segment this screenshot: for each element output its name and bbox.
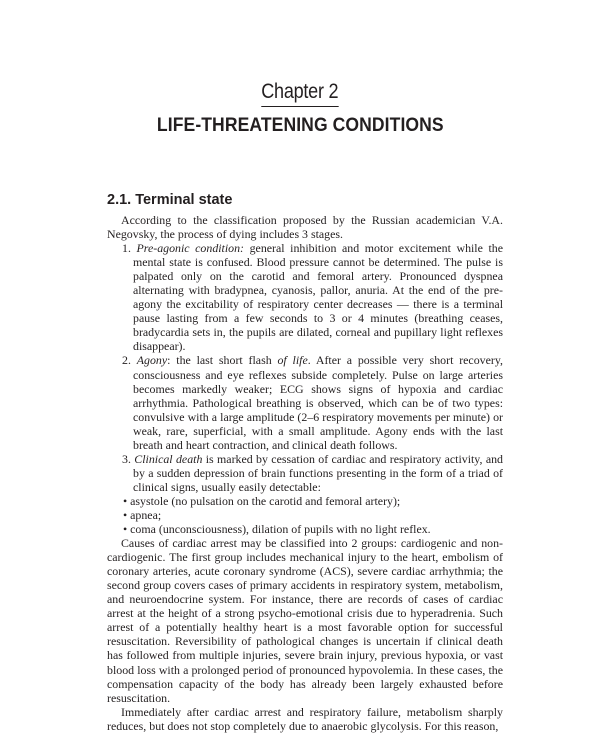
chapter-number: Chapter 2 xyxy=(0,80,600,107)
chapter-title: LIFE-THREATENING CONDITIONS xyxy=(156,114,444,136)
stage-item-pre-agonic: 1. Pre-agonic condition: general inhibition and motor excitement while the mental state is confused. Blood pressure cannot be determined. The pulse is palpated only on the carotid and femoral artery. Pronounced dyspnea alternating with bradypnea, cyanosis, pallor, anuria. At the end of the pre-agony the excitability of respiratory center decreases — there is a terminal pause lasting from a few seconds to 3 or 4 minutes (breathing ceases, bradycardia sets in, the pupils are dilated, corneal and pupillary light reflexes disappear). xyxy=(122,241,504,354)
sign-bullet: • apnea; xyxy=(123,507,162,522)
stage-item-clinical-death: 3. Clinical death is marked by cessation of cardiac and respiratory activity, and by a sudden depression of brain functions presenting in the form of a triad of clinical signs, usually easily detectable: xyxy=(122,451,503,494)
sign-bullet: • coma (unconsciousness), dilation of pupils with no light reflex. xyxy=(123,522,431,537)
section-body xyxy=(107,213,503,733)
stage-term: Clinical death xyxy=(134,451,203,466)
section-heading: 2.1. Terminal state xyxy=(107,192,233,208)
stage-term: Pre-agonic condition: xyxy=(136,241,245,256)
stage-term: Agony xyxy=(136,353,168,368)
stage-term-emphasis: of life xyxy=(277,353,308,368)
sign-bullet: • asystole (no pulsation on the carotid and femoral artery); xyxy=(123,493,401,508)
causes-paragraph: Causes of cardiac arrest may be classified into 2 groups: cardiogenic and non-cardiogenic. The first group includes mechanical injury to the heart, embolism of coronary arteries, acute coronary syndrome (ACS), severe cardiac arrhythmia; the second group covers cases of primary accidents in respiratory system, metabolism, and neuroendocrine system. For instance, there are records of cases of cardiac arrest at the height of a strong psycho-emotional crisis due to hyperadrenia. Such arrest of a potentially healthy heart is a most favorable option for successful resuscitation. Reversibility of pathological changes is uncertain if clinical death has followed from multiple injuries, severe brain injury, previous hypoxia, or vast blood loss with a prolonged period of pronounced hypovolemia. In these cases, the compensation capacity of the body has already been largely exhausted before resuscitation. xyxy=(107,536,503,705)
stage-item-agony: 2. Agony: the last short flash of life. After a possible very short recovery, consciousness and eye reflexes subside completely. Pulse on large arteries becomes markedly weaker; ECG shows signs of hypoxia and cardiac arrhythmia. Pathological breathing is observed, which can be of two types: convulsive with a large amplitude (2–6 respiratory movements per minute) or weak, rare, superficial, with a small amplitude. Agony ends with the last breath and heart contraction, and clinical death follows. xyxy=(122,353,503,452)
intro-paragraph: According to the classification proposed by the Russian academician V.A. Negovsky, the process of dying includes 3 stages. xyxy=(107,213,503,242)
metabolism-paragraph: Immediately after cardiac arrest and respiratory failure, metabolism sharply reduces, but does not stop completely due to anaerobic glycolysis. For this reason, xyxy=(107,704,503,733)
